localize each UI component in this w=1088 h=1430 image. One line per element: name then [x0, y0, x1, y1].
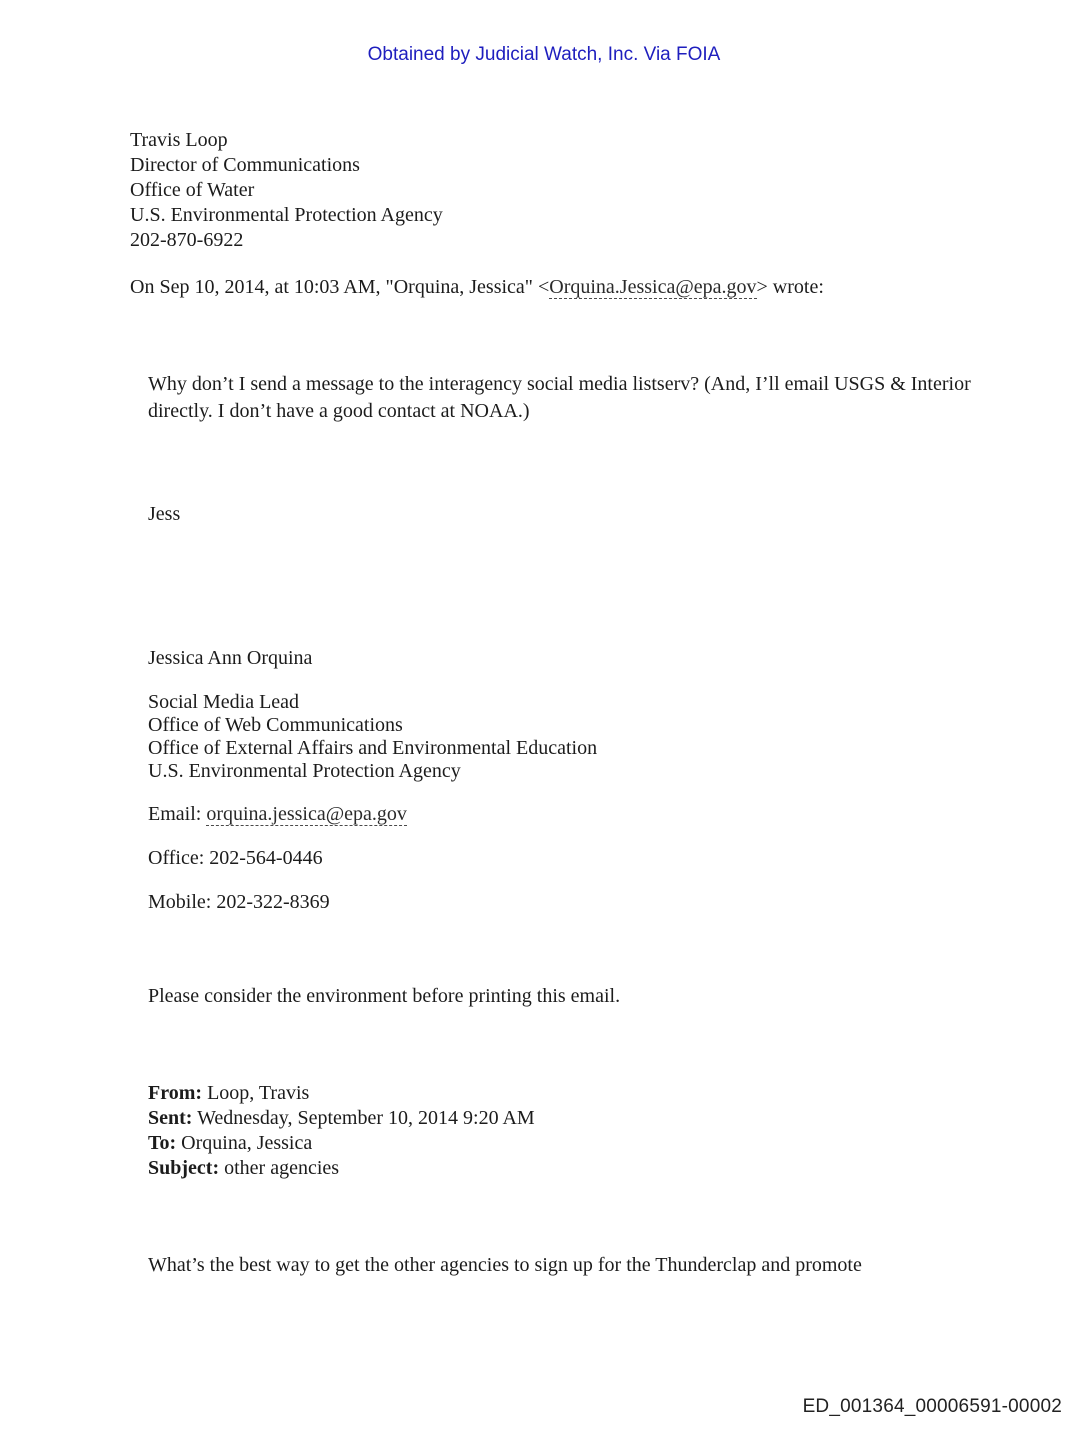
- header-row-to: [148, 1131, 535, 1156]
- quoted-message-body: Why don’t I send a message to the interagency social media listserv? (And, I’ll email USGS & Interior directly. I don’t have a good contact at NOAA.): [148, 373, 971, 422]
- sent-label: Sent:: [148, 1107, 193, 1129]
- from-label: From:: [148, 1082, 203, 1104]
- reply-signature-block: [130, 128, 443, 253]
- sender-office-2: Office of External Affairs and Environmental Education: [148, 737, 598, 759]
- attribution-email-link[interactable]: Orquina.Jessica@epa.gov: [549, 276, 757, 298]
- environment-note: Please consider the environment before printing this email.: [148, 985, 621, 1007]
- signature-phone: 202-870-6922: [130, 229, 244, 251]
- original-message-body: What’s the best way to get the other agencies to sign up for the Thunderclap and promote: [148, 1254, 862, 1276]
- sender-office-phone: Office: 202-564-0446: [148, 847, 323, 869]
- signature-office: Office of Water: [130, 179, 255, 201]
- attribution-suffix: > wrote:: [756, 276, 824, 298]
- sender-email-line: [148, 803, 407, 826]
- quoted-salutation: Jess: [148, 503, 181, 525]
- header-row-subject: [148, 1156, 535, 1181]
- to-label: To:: [148, 1132, 177, 1154]
- signature-name: Travis Loop: [130, 129, 228, 151]
- quote-attribution-line: [130, 276, 824, 299]
- foia-watermark: Obtained by Judicial Watch, Inc. Via FOIA: [367, 44, 721, 65]
- sender-office-1: Office of Web Communications: [148, 714, 403, 736]
- signature-agency: U.S. Environmental Protection Agency: [130, 204, 443, 226]
- email-label: Email:: [148, 803, 207, 825]
- sender-mobile-phone: Mobile: 202-322-8369: [148, 891, 330, 913]
- document-control-number: ED_001364_00006591-00002: [802, 1396, 1062, 1417]
- attribution-prefix: On Sep 10, 2014, at 10:03 AM, "Orquina, Jessica" <: [130, 276, 550, 298]
- sender-agency: U.S. Environmental Protection Agency: [148, 760, 461, 782]
- subject-value: other agencies: [219, 1157, 340, 1179]
- signature-title: Director of Communications: [130, 154, 360, 176]
- sender-role: Social Media Lead: [148, 691, 300, 713]
- sender-full-name: Jessica Ann Orquina: [148, 647, 313, 669]
- from-value: Loop, Travis: [202, 1082, 310, 1104]
- original-message-header: [148, 1081, 535, 1181]
- sender-email-link[interactable]: orquina.jessica@epa.gov: [206, 803, 407, 825]
- to-value: Orquina, Jessica: [176, 1132, 313, 1154]
- sender-signature-block: [148, 691, 597, 783]
- header-row-from: [148, 1081, 535, 1106]
- header-row-sent: [148, 1106, 535, 1131]
- subject-label: Subject:: [148, 1157, 220, 1179]
- sent-value: Wednesday, September 10, 2014 9:20 AM: [192, 1107, 535, 1129]
